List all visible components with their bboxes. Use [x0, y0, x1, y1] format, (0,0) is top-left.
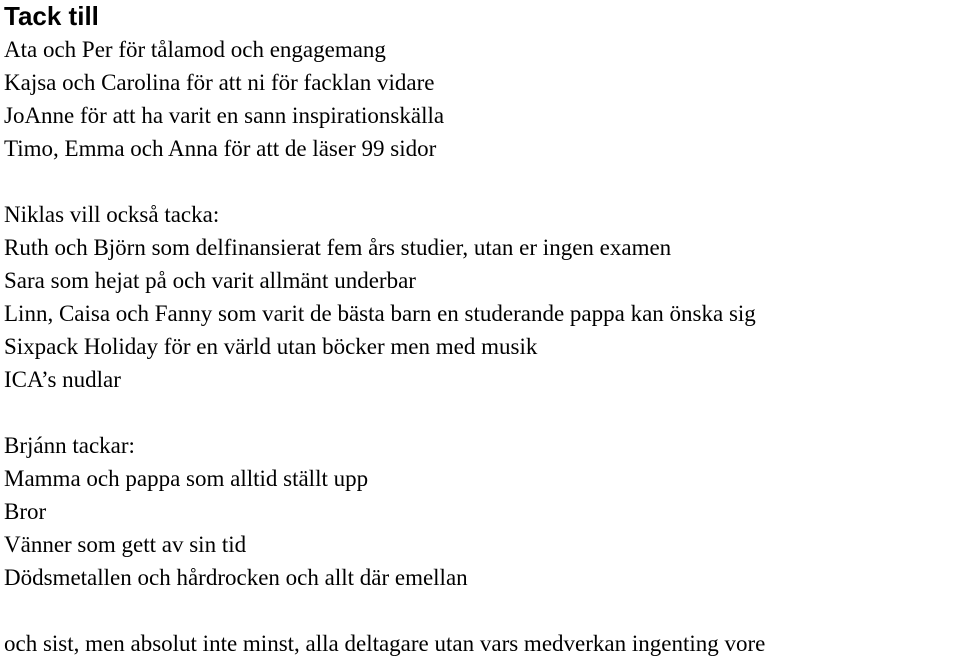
niklas-heading: Niklas vill också tacka:	[4, 202, 220, 227]
thanks-line-2: Kajsa och Carolina för att ni för facklan vidare	[4, 70, 435, 95]
thanks-line-4: Timo, Emma och Anna för att de läser 99 sidor	[4, 136, 437, 161]
niklas-line-1: Ruth och Björn som delfinansierat fem års studier, utan er ingen examen	[4, 235, 672, 260]
thanks-line-3: JoAnne för att ha varit en sann inspirationskälla	[4, 103, 445, 128]
closing-line: och sist, men absolut inte minst, alla deltagare utan vars medverkan ingenting vore	[4, 631, 766, 656]
brjann-line-3: Vänner som gett av sin tid	[4, 532, 247, 557]
brjann-line-1: Mamma och pappa som alltid ställt upp	[4, 466, 369, 491]
brjann-line-4: Dödsmetallen och hårdrocken och allt där emellan	[4, 565, 468, 590]
niklas-line-4: Sixpack Holiday för en värld utan böcker men med musik	[4, 334, 538, 359]
niklas-line-3: Linn, Caisa och Fanny som varit de bästa barn en studerande pappa kan önska sig	[4, 301, 756, 326]
page-title: Tack till	[4, 1, 99, 31]
niklas-line-2: Sara som hejat på och varit allmänt underbar	[4, 268, 416, 293]
brjann-heading: Brjánn tackar:	[4, 433, 135, 458]
thanks-line-1: Ata och Per för tålamod och engagemang	[4, 37, 386, 62]
brjann-line-2: Bror	[4, 499, 47, 524]
niklas-line-5: ICA’s nudlar	[4, 367, 121, 392]
